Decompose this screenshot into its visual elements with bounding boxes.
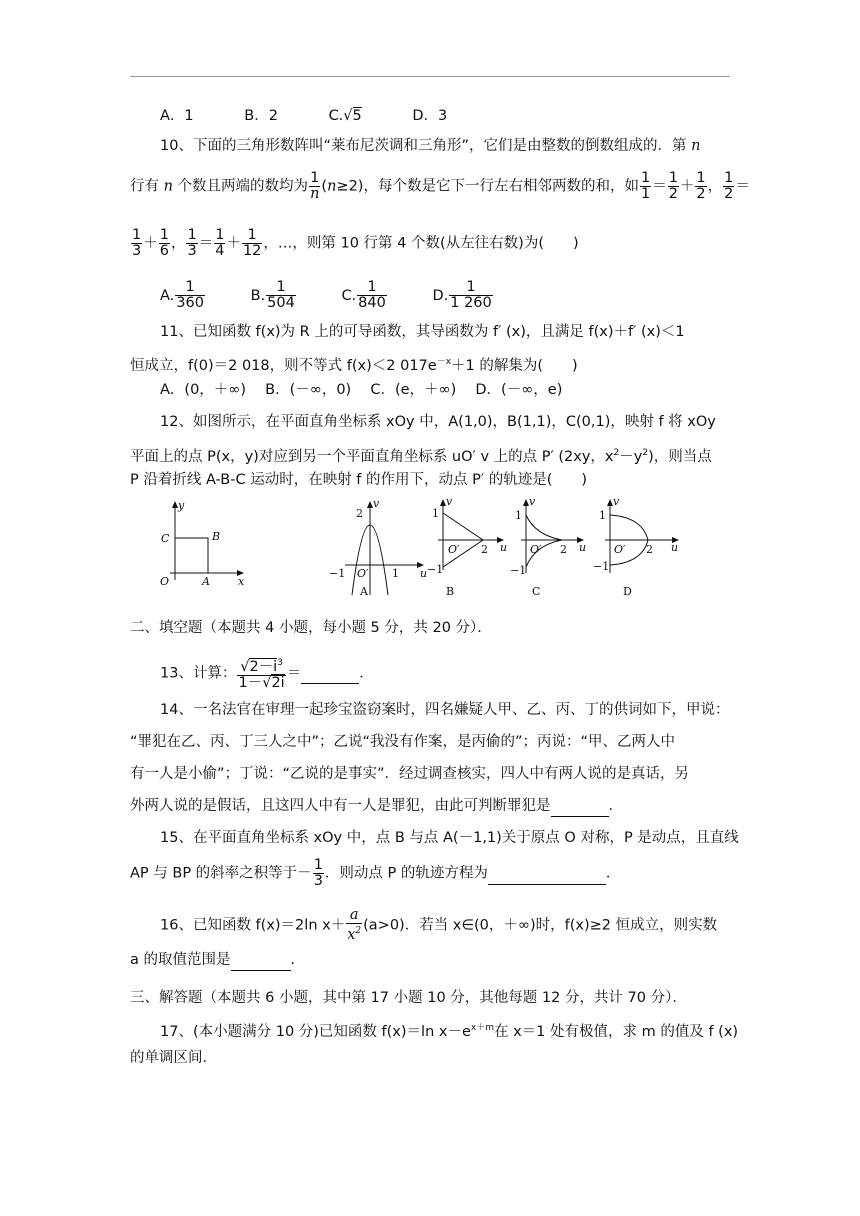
q10-option-d: D. $\frac{1}{1 260}$ bbox=[432, 279, 492, 311]
option-d-graph bbox=[593, 495, 679, 598]
svg-text:−1: −1 bbox=[427, 563, 444, 576]
svg-text:u: u bbox=[500, 541, 508, 554]
q17-line1: 17、(本小题满分 10 分)已知函数 f(x)＝ln $x-e^{x+m}$在 x＝1 处有极值，求 m 的值及 f (x) bbox=[160, 1023, 739, 1040]
svg-text:u: u bbox=[671, 541, 679, 554]
q16-line2: a 的取值范围是 ． bbox=[130, 950, 305, 971]
svg-text:−1: −1 bbox=[510, 564, 527, 577]
q12-line1: 12、如图所示，在平面直角坐标系 xOy 中，A(1,0)，B(1,1)，C(0,1)，映射 f 将 xOy bbox=[160, 414, 716, 430]
svg-text:1: 1 bbox=[392, 567, 399, 580]
q11-line2: 恒成立，f(0)＝2 018，则不等式 f(x)＜2 $017e^{-x}+1$ 的解集为( ) bbox=[130, 357, 578, 374]
q15-line2: AP 与 BP 的斜率之积等于－ $\frac{1}{3}$ ．则动点 P 的轨迹方程为 ． bbox=[130, 857, 621, 889]
svg-text:u: u bbox=[579, 541, 587, 554]
svg-text:A: A bbox=[202, 575, 210, 588]
q9-option-d: D．3 bbox=[412, 108, 448, 124]
svg-text:2: 2 bbox=[560, 543, 567, 556]
svg-text:O′: O′ bbox=[530, 543, 542, 556]
q10-line3: $\frac{1}{3}$ ＋ $\frac{1}{6}$ ， $\frac{1}{3}$ ＝ $\frac{1}{4}$ ＋ $\frac{1}{12}$ ，…，则第 10 行第 4 个数(从左往右数)为( ) bbox=[132, 227, 579, 259]
option-a-graph bbox=[329, 497, 427, 598]
q10-line2: 行有 n 个数且两端的数均为 $\frac{1}{n}$ (n≥2)，每个数是它下一行左右相邻两数的和，如 $\frac{1}{1}$ ＝ $\frac{1}{2}$ ＋ $\frac{1}{2}$ ， $\frac{1}{2}$ ＝ bbox=[130, 170, 750, 202]
svg-text:−1: −1 bbox=[593, 560, 610, 573]
svg-text:O′: O′ bbox=[614, 543, 626, 556]
option-b-graph bbox=[427, 495, 507, 598]
svg-text:C: C bbox=[532, 585, 541, 598]
q11-options: A．(0，＋∞) B．(－∞，0) C．(e，＋∞) D．(－∞，e) bbox=[160, 382, 563, 398]
svg-text:C: C bbox=[161, 532, 170, 545]
svg-text:2: 2 bbox=[646, 543, 653, 556]
svg-text:u: u bbox=[420, 567, 428, 580]
svg-text:v: v bbox=[613, 495, 620, 508]
q11-line1: 11、已知函数 f(x)为 R 上的可导函数，其导函数为 f′ (x)，且满足 f(x)＋f′ (x)＜1 bbox=[160, 324, 685, 340]
q14-line2: “罪犯在乙、丙、丁三人之中”；乙说“我没有作案，是丙偷的”；丙说：“甲、乙两人中 bbox=[130, 734, 676, 750]
q9-option-a: A．1 bbox=[160, 108, 194, 124]
svg-text:A: A bbox=[360, 585, 368, 598]
q9-option-c: C.√5 bbox=[328, 108, 362, 124]
svg-text:v: v bbox=[529, 495, 536, 508]
svg-text:O: O bbox=[160, 575, 170, 588]
xy-square-figure bbox=[160, 499, 245, 588]
q16-line1: 16、已知函数 f(x)＝2ln x＋ $\frac{a}{x^2}$ (a>0)．若当 x∈(0，＋∞)时，f(x)≥2 恒成立，则实数 bbox=[160, 907, 718, 943]
svg-text:y: y bbox=[178, 499, 185, 512]
q10-options bbox=[160, 280, 494, 311]
svg-text:−1: −1 bbox=[329, 567, 346, 580]
header-rule bbox=[130, 76, 730, 77]
svg-text:B: B bbox=[446, 585, 455, 598]
svg-text:O′: O′ bbox=[357, 567, 369, 580]
q14-line4: 外两人说的是假话，且这四人中有一人是罪犯，由此可判断罪犯是 ． bbox=[130, 796, 623, 817]
q9-option-b: B．2 bbox=[244, 108, 278, 124]
q10-option-b: B. $\frac{1}{504}$ bbox=[250, 279, 295, 311]
q14-line1: 14、一名法官在审理一起珍宝盗窃案时，四名嫌疑人甲、乙、丙、丁的供词如下，甲说： bbox=[160, 702, 730, 718]
svg-text:B: B bbox=[212, 530, 221, 543]
svg-text:x: x bbox=[238, 575, 245, 588]
q9-options bbox=[160, 106, 447, 126]
svg-text:v: v bbox=[446, 495, 453, 508]
option-c-graph bbox=[510, 495, 586, 598]
q10-line1: 10、下面的三角形数阵叫“莱布尼茨调和三角形”，它们是由整数的倒数组成的．第 n bbox=[160, 138, 701, 154]
q12-line2: 平面上的点 P(x，y)对应到另一个平面直角坐标系 uO′ v 上的点 P′ (2xy，$x^2-y^2$)，则当点 bbox=[130, 448, 712, 465]
q12-figures bbox=[130, 495, 710, 605]
svg-text:2: 2 bbox=[481, 543, 488, 556]
svg-text:D: D bbox=[623, 585, 632, 598]
section-3-title: 三、解答题（本题共 6 小题，其中第 17 小题 10 分，其他每题 12 分，共计 70 分）． bbox=[130, 990, 687, 1006]
svg-text:1: 1 bbox=[432, 507, 439, 520]
q15-line1: 15、在平面直角坐标系 xOy 中，点 B 与点 A(－1,1)关于原点 O 对称，P 是动点，且直线 bbox=[160, 830, 739, 846]
q12-line3: P 沿着折线 A-B-C 运动时，在映射 f 的作用下，动点 P′ 的轨迹是( ) bbox=[130, 472, 588, 488]
svg-text:1: 1 bbox=[515, 509, 522, 522]
svg-text:v: v bbox=[373, 497, 380, 510]
svg-text:2: 2 bbox=[356, 507, 363, 520]
q14-line3: 有一人是小偷”；丁说：“乙说的是事实”．经过调查核实，四人中有两人说的是真话，另 bbox=[130, 766, 690, 782]
section-2-title: 二、填空题（本题共 4 小题，每小题 5 分，共 20 分）． bbox=[130, 620, 492, 636]
q10-option-a: A. $\frac{1}{360}$ bbox=[160, 279, 204, 311]
q17-line2: 的单调区间． bbox=[130, 1050, 217, 1066]
svg-text:O′: O′ bbox=[448, 543, 460, 556]
q13: 13、计算： $\frac{√2-i^3}{1-√2i}$ ＝ ． bbox=[160, 658, 374, 691]
svg-text:1: 1 bbox=[599, 509, 606, 522]
q10-option-c: C. $\frac{1}{840}$ bbox=[341, 279, 386, 311]
